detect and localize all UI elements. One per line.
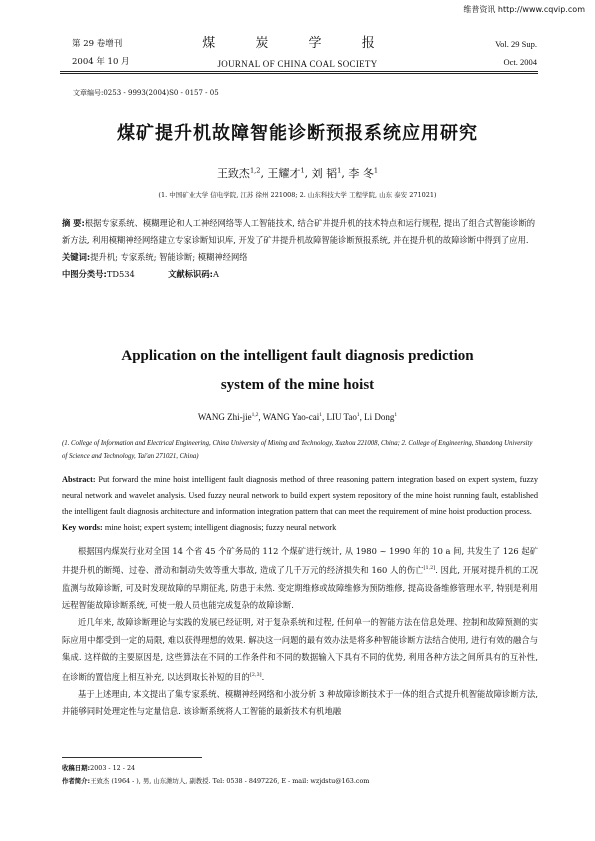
abstract-en-label: Abstract:	[62, 475, 96, 484]
abstract-zh: 摘 要:根据专家系统、模糊理论和人工神经网络等人工智能技术, 结合矿井提升机的技术特点和运行规程, 提出了组合式智能诊断的新方法, 利用模糊神经网络建立专家诊断知识库, 开发了矿井提升机故障智能诊断预报系统, 并在提升机的故障诊断中得到了应用.	[62, 218, 536, 245]
journal-volume-info-en	[495, 35, 537, 71]
affiliation-zh: (1. 中国矿业大学 信电学院, 江苏 徐州 221008; 2. 山东科技大学 工程学院, 山东 泰安 271021)	[158, 191, 437, 199]
author-bio: 作者简介:王致杰 (1964 - ), 男, 山东潍坊人, 副教授. Tel: 0538 - 8497226, E - mail: wzjdstu@163.com	[62, 777, 370, 785]
clc-code: TD534	[106, 269, 135, 279]
keywords-zh: 关键词:提升机; 专家系统; 智能诊断; 模糊神经网络	[62, 252, 248, 262]
classification-line: 中图分类号:TD534 文献标识码:A	[62, 269, 219, 279]
paragraph: 近几年来, 故障诊断理论与实践的发展已经证明, 对于复杂系统和过程, 任何单一的智能方法在信息处理、控制和故障预测的实际应用中都受到一定的局限, 难以获得理想的效果. 解决这一问题的最有效办法是将多种智能诊断方法结合使用, 进行有效的融合与集成. 这样做的主要原因是, 这些算法在不同的工作条件和不同的数据输入下具有不同的优势, 利用各种方法之间所具有的互补性, 在诊断的置信度上相互补充, 以达到取长补短的目的[2,3].	[62, 617, 538, 682]
paragraph: 根据国内煤炭行业对全国 14 个省 45 个矿务局的 112 个煤矿进行统计, 从 1980 ~ 1990 年的 10 a 间, 共发生了 126 起矿井提升机的断绳、过卷、滑动和制动失效等重大事故, 造成了几千万元的经济损失和 160 人的伤亡[1,2]. 因此, 开展对提升机的工况监测与故障诊断, 可及时发现故障的早期征兆, 防患于未然. 变定期维修或故障维修为预防维修, 提高设备维修管理水平, 特别是利用远程智能故障诊断系统, 可使一般人员也能完成复杂的故障诊断.	[62, 546, 538, 610]
citation: [1,2]	[423, 565, 436, 572]
volume-line: 第 29 卷增刊	[72, 39, 123, 49]
article-number: 文章编号:0253 - 9993(2004)S0 - 0157 - 05	[73, 89, 219, 97]
title-en-line2: system of the mine hoist	[220, 377, 375, 393]
date-line: 2004 年 10 月	[72, 57, 130, 67]
header-rule	[60, 71, 538, 72]
body-text	[62, 543, 538, 721]
footnote-rule	[62, 757, 202, 758]
date-line-en: Oct. 2004	[503, 57, 537, 67]
watermark: 维普资讯 http://www.cqvip.com	[463, 5, 585, 14]
volume-line-en: Vol. 29 Sup.	[495, 39, 537, 49]
citation: [2,3]	[249, 671, 262, 678]
title-zh: 煤矿提升机故障智能诊断预报系统应用研究	[117, 123, 478, 144]
abstract-en-block	[62, 472, 538, 536]
paragraph: 基于上述理由, 本文提出了集专家系统、模糊神经网络和小波分析 3 种故障诊断技术于一体的组合式提升机智能故障诊断方法, 并能够同时处理定性与定量信息. 该诊断系统将人工智能的最新技术有机地融	[62, 688, 538, 717]
header-rule-thin	[60, 73, 538, 74]
abstract-zh-block	[62, 215, 538, 283]
journal-name-en: JOURNAL OF CHINA COAL SOCIETY	[217, 59, 378, 69]
abstract-en: Abstract: Put forward the mine hoist intelligent fault diagnosis method of three reasoning pattern integration based on expert system, fuzzy neural network and wavelet analysis. Used fuzzy neural network to build expert system repository of the mine hoist running fault, established the intelligent fault diagnosis architecture and information integration pattern that can meet the requirement of mine hoist production process.	[62, 475, 539, 516]
keywords-en-label: Key words:	[62, 523, 103, 532]
footnotes	[62, 762, 369, 788]
journal-name-zh: 煤 炭 学 报	[202, 36, 393, 51]
doc-code: A	[212, 269, 219, 279]
keywords-zh-label: 关键词:	[62, 252, 91, 262]
authors-en: WANG Zhi-jie$^{1,2}$, WANG Yao-cai$^1$, LIU Tao$^1$, Li Dong$^1$	[197, 412, 398, 422]
affiliation-en: (1. College of Information and Electrical Engineering, China University of Mining and Technology, Xuzhou 221008, China; 2. College of Engineering, Shandong University of Science and Technology, Tai'an 271021, China)	[62, 440, 533, 460]
abstract-zh-label: 摘 要:	[62, 218, 85, 228]
keywords-en: Key words: mine hoist; expert system; intelligent diagnosis; fuzzy neural network	[62, 523, 337, 532]
authors-zh: 王致杰$^{1,2}$, 王耀才$^1$, 刘 韬$^1$, 李 冬$^1$	[216, 166, 379, 180]
received-date: 收稿日期:2003 - 12 - 24	[62, 764, 136, 772]
title-en-line1: Application on the intelligent fault diagnosis prediction	[121, 348, 474, 364]
